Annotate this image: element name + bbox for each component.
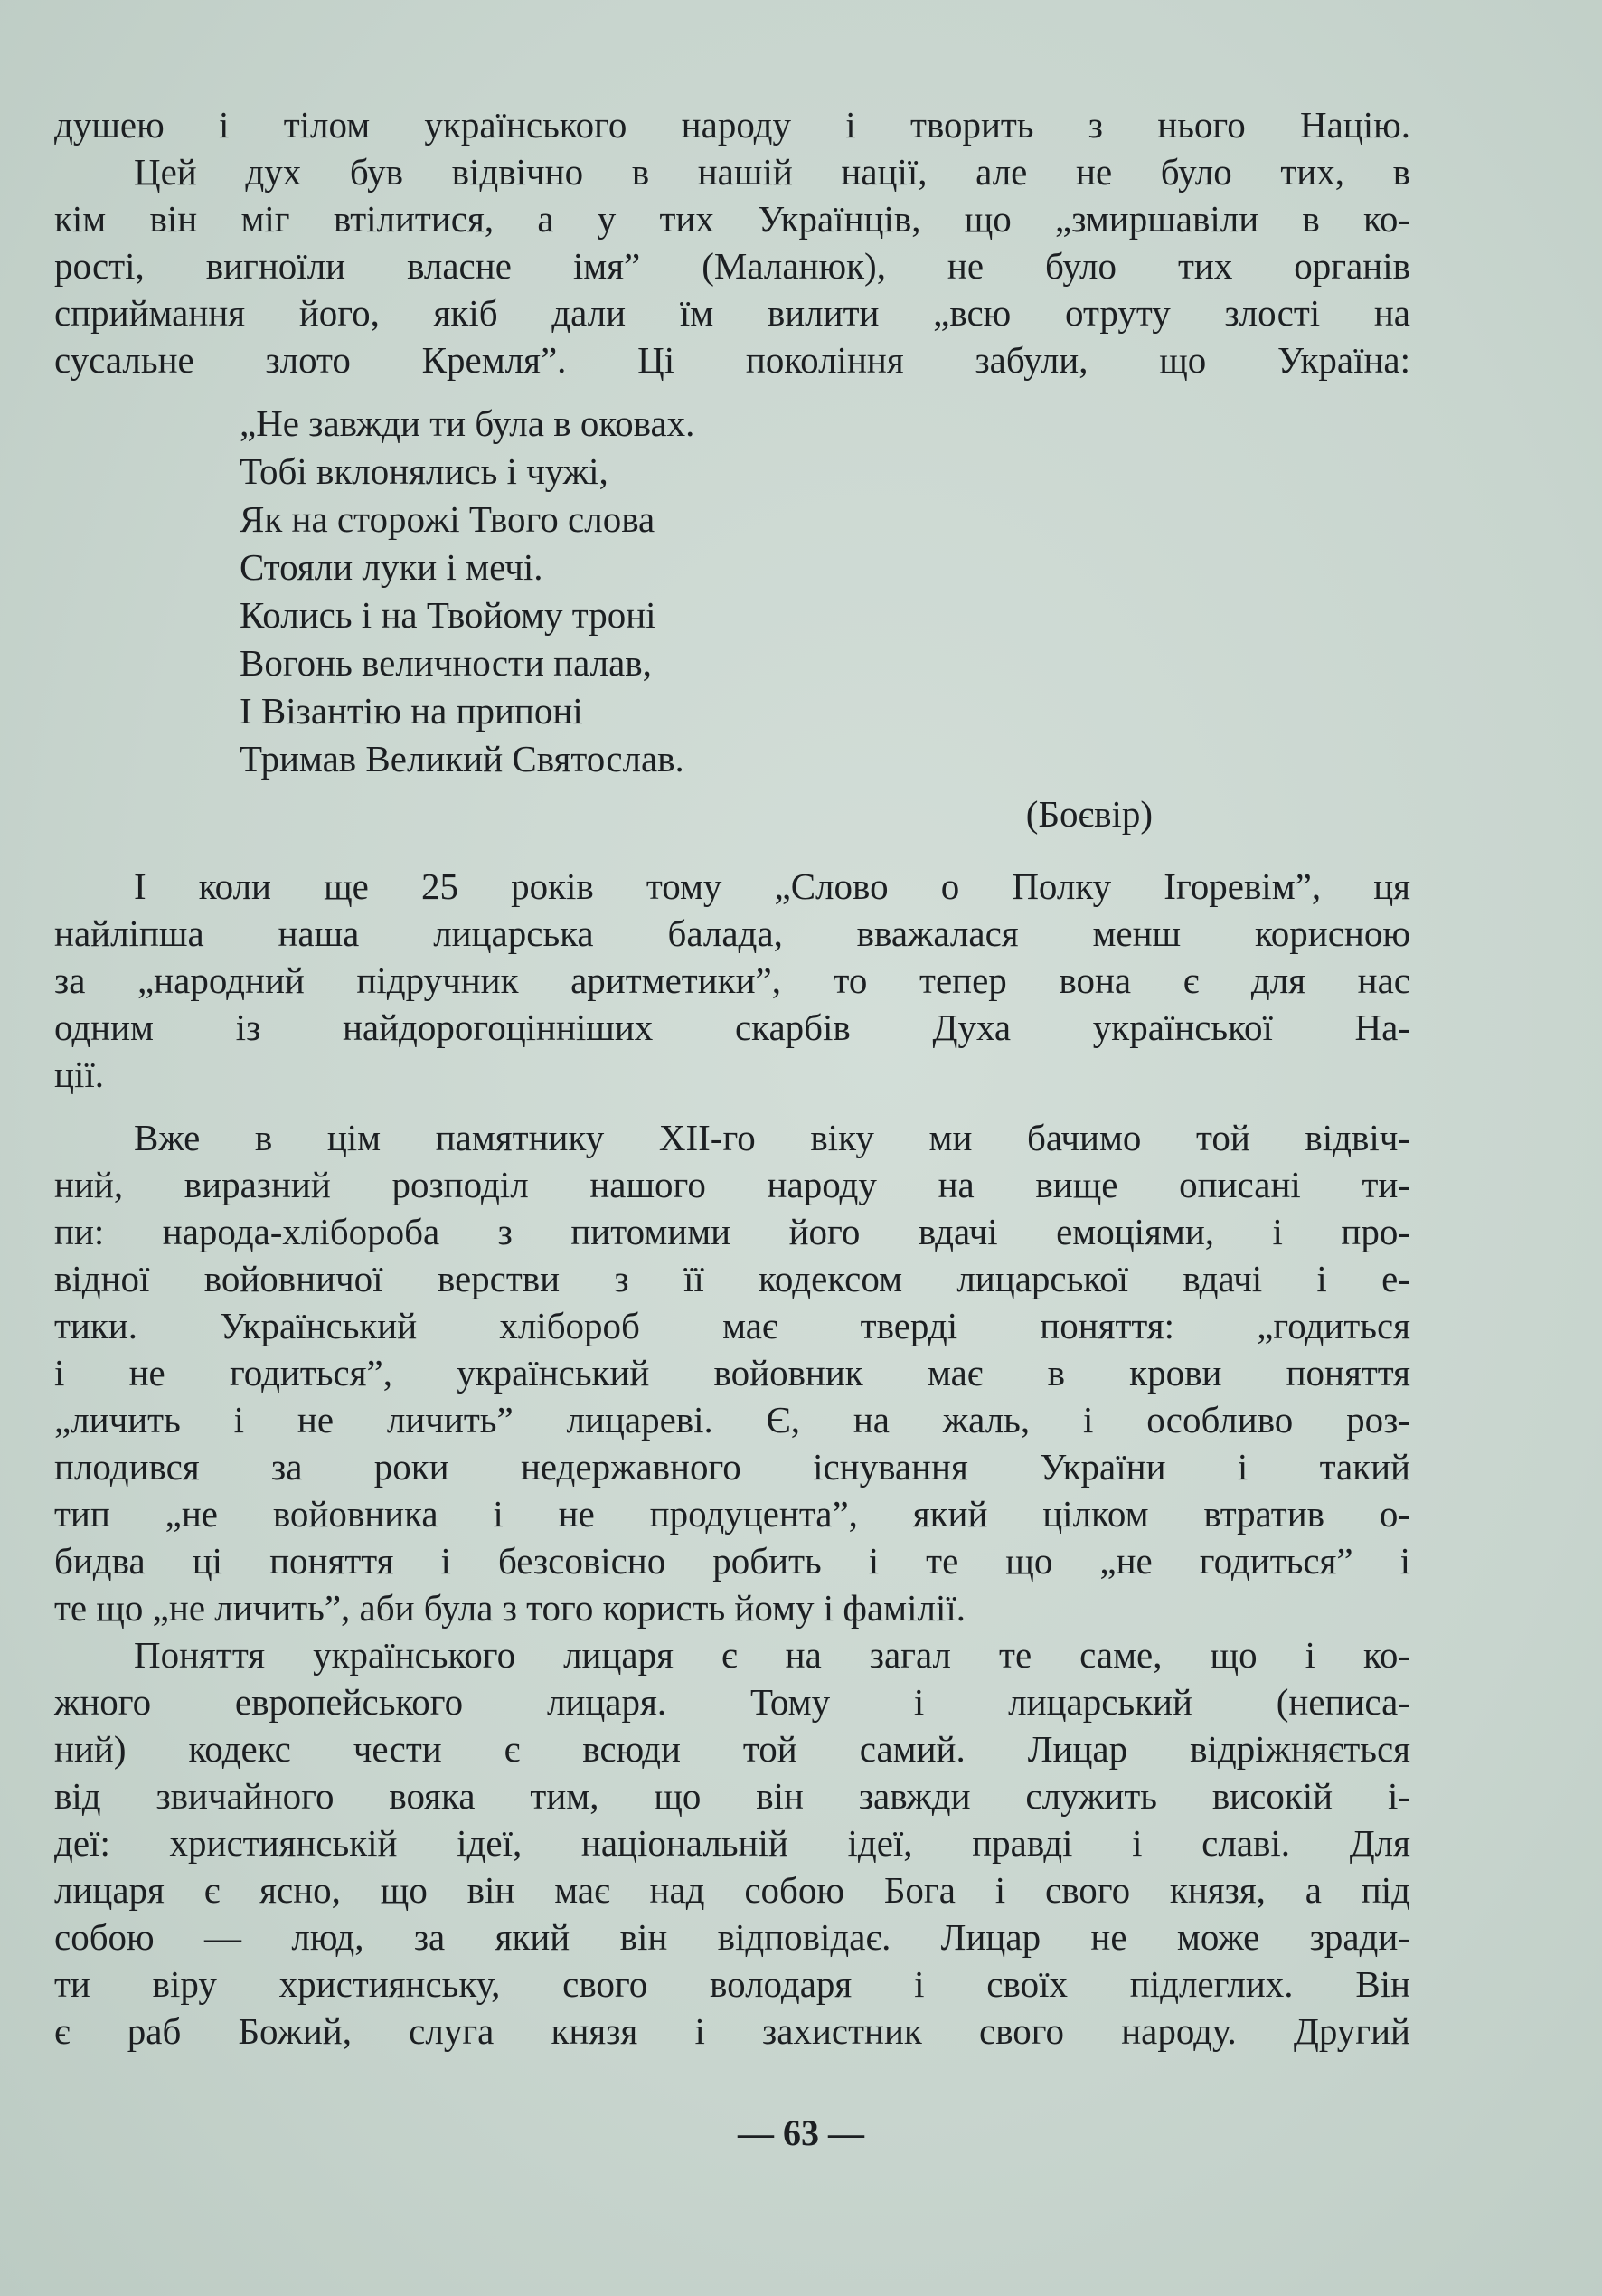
text-line: Поняття українського лицаря є на загал те саме, що і ко- bbox=[134, 1634, 1410, 1676]
text-line: ний, виразний розподіл нашого народу на вище описані ти- bbox=[54, 1164, 1410, 1205]
poem-line: І Візантію на припоні bbox=[240, 690, 583, 732]
text-line: Вже в цім памятнику XII-го віку ми бачимо той відвіч- bbox=[134, 1117, 1410, 1158]
text-line: І коли ще 25 років тому „Слово о Полку Ігоревім”, ця bbox=[134, 865, 1410, 907]
text-line: і не годиться”, український войовник має в крови поняття bbox=[54, 1352, 1410, 1394]
text-line: тип „не войовника і не продуцента”, який цілком втратив о- bbox=[54, 1493, 1410, 1535]
paragraph-1 bbox=[54, 101, 1410, 383]
paragraph-2 bbox=[54, 863, 1410, 1098]
poem-line: Тримав Великий Святослав. bbox=[240, 738, 684, 780]
text-line: деї: християнській ідеї, національній ідеї, правді і славі. Для bbox=[54, 1822, 1410, 1864]
text-line: плодився за роки недержавного існування України і такий bbox=[54, 1446, 1410, 1488]
text-line: Цей дух був відвічно в нашій нації, але не було тих, в bbox=[134, 151, 1410, 193]
text-line: пи: народа-хлібороба з питомими його вдачі емоціями, і про- bbox=[54, 1211, 1410, 1252]
page-text bbox=[54, 101, 1410, 2055]
page-number: — 63 — bbox=[738, 2112, 864, 2153]
text-line: за „народний підручник аритметики”, то тепер вона є для нас bbox=[54, 959, 1410, 1001]
text-line: є раб Божий, слуга князя і захистник свого народу. Другий bbox=[54, 2010, 1410, 2052]
text-line: одним із найдорогоцінніших скарбів Духа української На- bbox=[54, 1006, 1410, 1048]
text-line: бидва ці поняття і безсовісно робить і те що „не годиться” і bbox=[54, 1540, 1410, 1582]
text-line: собою — люд, за який він відповідає. Лицар не може зради- bbox=[54, 1916, 1410, 1958]
text-line: сусальне злото Кремля”. Ці покоління забули, що Україна: bbox=[54, 339, 1410, 381]
poem-quote bbox=[240, 400, 1410, 783]
poem-line: Тобі вклонялись і чужі, bbox=[240, 450, 608, 492]
poem-line: Як на сторожі Твого слова bbox=[240, 498, 655, 540]
text-line: душею і тілом українського народу і творить з нього Націю. bbox=[54, 104, 1410, 146]
poem-line: Вогонь величности палав, bbox=[240, 642, 652, 684]
text-line: ти віру християнську, свого володаря і своїх підлеглих. Він bbox=[54, 1963, 1410, 2005]
text-line: жного европейського лицаря. Тому і лицарський (неписа- bbox=[54, 1681, 1410, 1723]
text-line: від звичайного вояка тим, що він завжди служить високій і- bbox=[54, 1775, 1410, 1817]
poem-line: Стояли луки і мечі. bbox=[240, 546, 543, 588]
text-line: ний) кодекс чести є всюди той самий. Лицар відріжняється bbox=[54, 1728, 1410, 1770]
poem-line: Колись і на Твойому троні bbox=[240, 594, 656, 636]
text-line: лицаря є ясно, що він має над собою Бога і свого князя, а під bbox=[54, 1869, 1410, 1911]
text-line: „личить і не личить” лицареві. Є, на жаль, і особливо роз- bbox=[54, 1399, 1410, 1441]
text-line: тики. Український хлібороб має тверді поняття: „годиться bbox=[54, 1305, 1410, 1346]
paragraph-4 bbox=[54, 1631, 1410, 2055]
text-line: кім він міг втілитися, а у тих Українців, що „змиршавіли в ко- bbox=[54, 198, 1410, 240]
text-line: найліпша наша лицарська балада, вважалася менш корисною bbox=[54, 912, 1410, 954]
paragraph-3 bbox=[54, 1114, 1410, 1631]
text-line: рості, вигноїли власне імя” (Маланюк), не було тих органів bbox=[54, 245, 1410, 287]
text-line: те що „не личить”, аби була з того користь йому і фамілії. bbox=[54, 1587, 966, 1629]
poem-line: „Не завжди ти була в оковах. bbox=[240, 402, 695, 444]
text-line: відної войовничої верстви з її кодексом лицарської вдачі і е- bbox=[54, 1258, 1410, 1299]
poem-author: (Боєвір) bbox=[1025, 793, 1153, 835]
text-line: сприймання його, якіб дали їм вилити „всю отруту злості на bbox=[54, 292, 1410, 334]
text-line: ції. bbox=[54, 1054, 104, 1095]
